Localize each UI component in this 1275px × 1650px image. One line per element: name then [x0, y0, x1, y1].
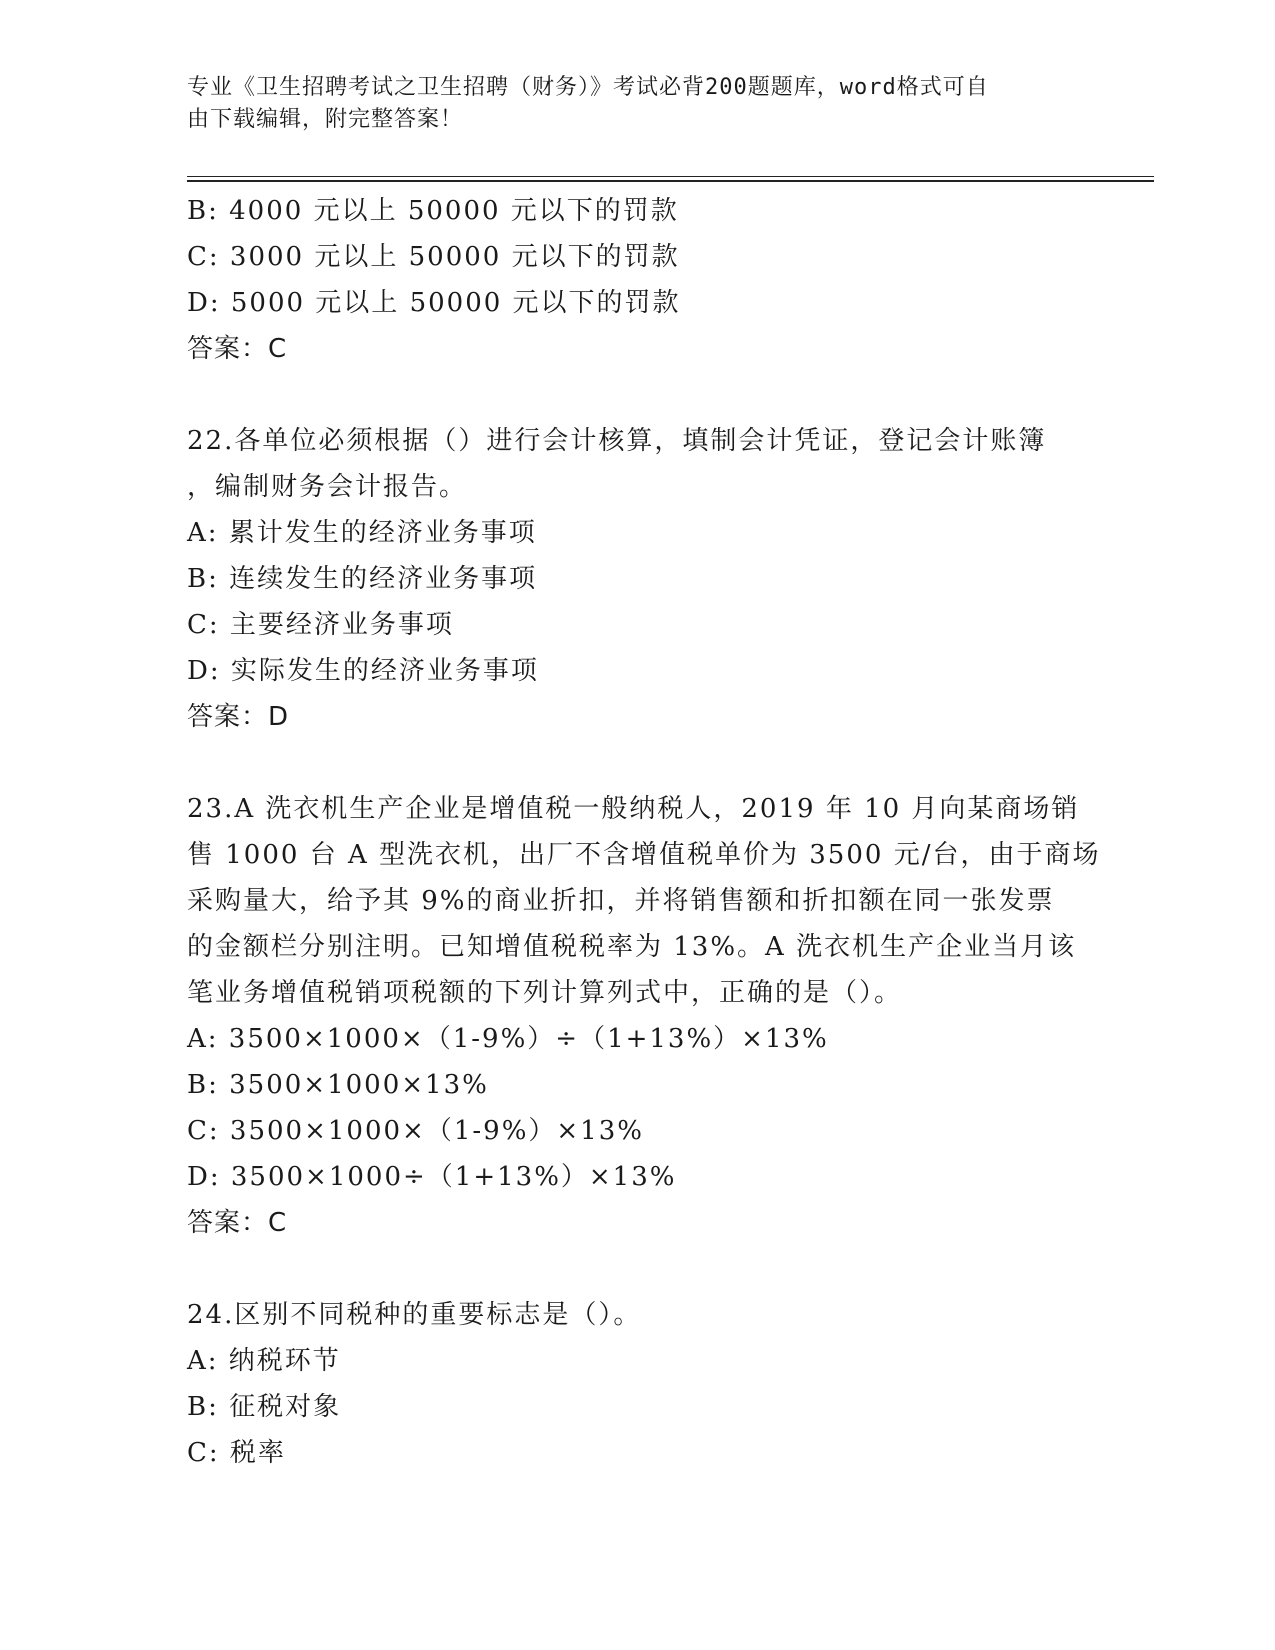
header-rule-thick	[187, 180, 1154, 182]
answer-label: 答案：D	[187, 702, 290, 732]
option-c: C: 税率	[187, 1438, 286, 1468]
option-b: B: 征税对象	[187, 1392, 342, 1422]
option-d: D: 实际发生的经济业务事项	[187, 656, 539, 686]
option-b: B: 3500×1000×13%	[187, 1070, 489, 1100]
question-stem-line: ，编制财务会计报告。	[187, 472, 468, 502]
question-content	[187, 188, 1101, 1476]
answer-label: 答案：C	[187, 334, 288, 364]
question-22	[187, 418, 1087, 740]
question-23	[187, 786, 1101, 1246]
option-b: B: 4000 元以上 50000 元以下的罚款	[187, 196, 679, 226]
option-c: C: 主要经济业务事项	[187, 610, 454, 640]
question-stem-line: 采购量大，给予其 9%的商业折扣，并将销售额和折扣额在同一张发票	[187, 886, 1055, 916]
option-c: C: 3500×1000×（1-9%）×13%	[187, 1116, 644, 1146]
header-line-2: 由下载编辑，附完整答案！	[187, 107, 464, 132]
spacer	[187, 372, 1087, 418]
question-21-tail	[187, 188, 1087, 372]
question-stem-line: 22.各单位必须根据（）进行会计核算，填制会计凭证，登记会计账簿	[187, 426, 1047, 456]
question-stem-line: 售 1000 台 A 型洗衣机，出厂不含增值税单价为 3500 元/台，由于商场	[187, 840, 1101, 870]
page-header	[187, 72, 1067, 136]
option-a: A: 3500×1000×（1-9%）÷（1+13%）×13%	[187, 1024, 829, 1054]
option-a: A: 纳税环节	[187, 1346, 341, 1376]
answer-label: 答案：C	[187, 1208, 288, 1238]
header-line-1: 专业《卫生招聘考试之卫生招聘（财务）》考试必背200题题库，word格式可自	[187, 75, 989, 100]
option-a: A: 累计发生的经济业务事项	[187, 518, 537, 548]
header-rule-thin	[187, 176, 1154, 177]
question-stem-line: 的金额栏分别注明。已知增值税税率为 13%。A 洗衣机生产企业当月该	[187, 932, 1077, 962]
question-24	[187, 1292, 1087, 1476]
option-c: C: 3000 元以上 50000 元以下的罚款	[187, 242, 680, 272]
option-d: D: 3500×1000÷（1+13%）×13%	[187, 1162, 677, 1192]
question-stem-line: 23.A 洗衣机生产企业是增值税一般纳税人，2019 年 10 月向某商场销	[187, 794, 1080, 824]
question-stem-line: 24.区别不同税种的重要标志是（）。	[187, 1300, 642, 1330]
option-d: D: 5000 元以上 50000 元以下的罚款	[187, 288, 681, 318]
question-stem-line: 笔业务增值税销项税额的下列计算列式中，正确的是（）。	[187, 978, 903, 1008]
spacer	[187, 740, 1087, 786]
option-b: B: 连续发生的经济业务事项	[187, 564, 538, 594]
spacer	[187, 1246, 1087, 1292]
